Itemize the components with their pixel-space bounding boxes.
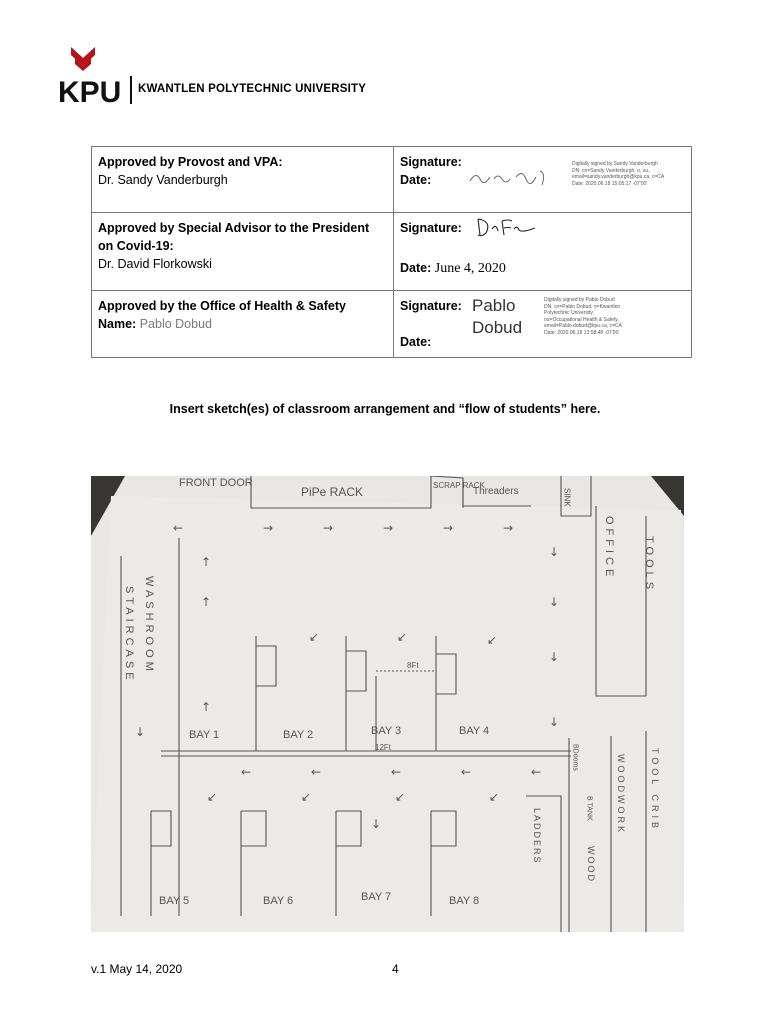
label-threaders: Threaders xyxy=(473,486,519,497)
approver-name: Pablo Dobud xyxy=(139,317,212,331)
signature-label: Signature: xyxy=(400,221,462,235)
svg-text:↓: ↓ xyxy=(549,595,560,609)
kpu-letters: KPU xyxy=(58,76,122,108)
kpu-chevron-icon xyxy=(71,47,95,71)
svg-text:↙: ↙ xyxy=(487,633,498,647)
label-tools: TOOLS xyxy=(643,536,655,594)
svg-text:←: ← xyxy=(461,765,472,779)
signature-label: Signature: xyxy=(400,155,462,169)
label-wood: WOOD xyxy=(586,846,596,883)
footer-version: v.1 May 14, 2020 xyxy=(91,962,183,976)
svg-text:↙: ↙ xyxy=(301,790,312,804)
label-ladders: LADDERS xyxy=(532,808,542,865)
name-label: Name: xyxy=(98,317,137,331)
approval-row-provost xyxy=(92,147,692,213)
footer-page-number: 4 xyxy=(392,962,399,976)
date-value: June 4, 2020 xyxy=(434,261,506,276)
svg-text:↓: ↓ xyxy=(549,545,560,559)
approval-row-health-safety xyxy=(92,291,692,358)
label-staircase: STAIRCASE xyxy=(123,586,135,684)
svg-text:→: → xyxy=(383,521,394,535)
svg-text:↑: ↑ xyxy=(201,555,212,569)
approval-role: Approved by the Office of Health & Safety xyxy=(98,299,346,313)
signature-name-line2: Dobud xyxy=(472,318,523,337)
svg-text:←: ← xyxy=(531,765,542,779)
svg-text:←: ← xyxy=(173,521,184,535)
label-bdooms: BDooms xyxy=(571,744,579,771)
svg-text:↙: ↙ xyxy=(309,630,320,644)
classroom-sketch-photo xyxy=(91,476,684,932)
label-pipe-rack: PiPe RACK xyxy=(301,485,364,499)
signature-vanderburgh xyxy=(466,165,558,189)
label-bay3: BAY 3 xyxy=(371,725,402,737)
label-bay1: BAY 1 xyxy=(189,729,220,741)
svg-text:↙: ↙ xyxy=(489,790,500,804)
approval-role: Approved by Special Advisor to the President on Covid-19: xyxy=(98,221,370,253)
approver-name: Dr. Sandy Vanderburgh xyxy=(98,173,228,187)
approval-table xyxy=(91,146,692,358)
label-tool-crib: TOOL CRIB xyxy=(650,748,660,833)
label-bay8: BAY 8 xyxy=(449,895,480,907)
svg-text:↙: ↙ xyxy=(395,790,406,804)
svg-text:↑: ↑ xyxy=(201,700,212,714)
signature-label: Signature: xyxy=(400,299,462,313)
label-12ft: 12Ft xyxy=(375,743,392,752)
svg-text:→: → xyxy=(443,521,454,535)
approval-role: Approved by Provost and VPA: xyxy=(98,155,283,169)
date-label: Date: xyxy=(400,335,432,349)
label-bay5: BAY 5 xyxy=(159,895,190,907)
label-bay7: BAY 7 xyxy=(361,891,392,903)
digital-signature-stamp: Digitally signed by Sandy Vanderburgh DN: cn=Sandy Vanderburgh, o, ou, email=sandy.vanderburgh@kpu.ca, c=CA Date: 2020.06.18 15:05:17 -07'00' xyxy=(572,161,665,187)
institution-name: KWANTLEN POLYTECHNIC UNIVERSITY xyxy=(138,83,367,95)
label-office: OFFICE xyxy=(603,516,615,581)
svg-text:→: → xyxy=(263,521,274,535)
label-washroom: WASHROOM xyxy=(143,576,155,675)
svg-text:↓: ↓ xyxy=(549,715,560,729)
approval-row-covid-advisor xyxy=(92,213,692,291)
svg-text:←: ← xyxy=(391,765,402,779)
svg-text:↑: ↑ xyxy=(201,595,212,609)
svg-text:↓: ↓ xyxy=(371,817,382,831)
date-label: Date: xyxy=(400,173,432,187)
svg-text:←: ← xyxy=(311,765,322,779)
label-b-tank: B TANK xyxy=(585,796,593,821)
date-label: Date: xyxy=(400,261,432,275)
svg-text:→: → xyxy=(503,521,514,535)
sketch-instructions: Insert sketch(es) of classroom arrangement and “flow of students” here. xyxy=(169,402,601,416)
svg-text:↙: ↙ xyxy=(397,630,408,644)
label-front-door: FRONT DOOR xyxy=(179,477,253,489)
label-bay2: BAY 2 xyxy=(283,729,314,741)
svg-text:→: → xyxy=(323,521,334,535)
svg-text:↓: ↓ xyxy=(549,650,560,664)
label-8ft: 8Ft xyxy=(407,661,419,670)
signature-name-line1: Pablo xyxy=(472,296,516,315)
digital-signature-stamp: Digitally signed by Pablo Dobud DN: cn=Pablo Dobud, o=Kwantlen Polytechnic University, ou=Occupational Health & Safety, email=Pablo.dobud@kpu.ca, c=CA Date: 2020.06.18 13:58:48 -07'00' xyxy=(544,297,622,336)
label-woodwork: WOODWORK xyxy=(616,754,626,835)
svg-text:↓: ↓ xyxy=(135,725,146,739)
kpu-logo xyxy=(58,44,378,108)
svg-text:↙: ↙ xyxy=(207,790,218,804)
label-bay6: BAY 6 xyxy=(263,895,294,907)
signature-florkowski xyxy=(474,215,538,239)
label-scrap-rack: SCRAP RACK xyxy=(433,481,485,490)
svg-text:←: ← xyxy=(241,765,252,779)
label-bay4: BAY 4 xyxy=(459,725,490,737)
label-sink: SINK xyxy=(562,488,572,507)
approver-name: Dr. David Florkowski xyxy=(98,257,212,271)
